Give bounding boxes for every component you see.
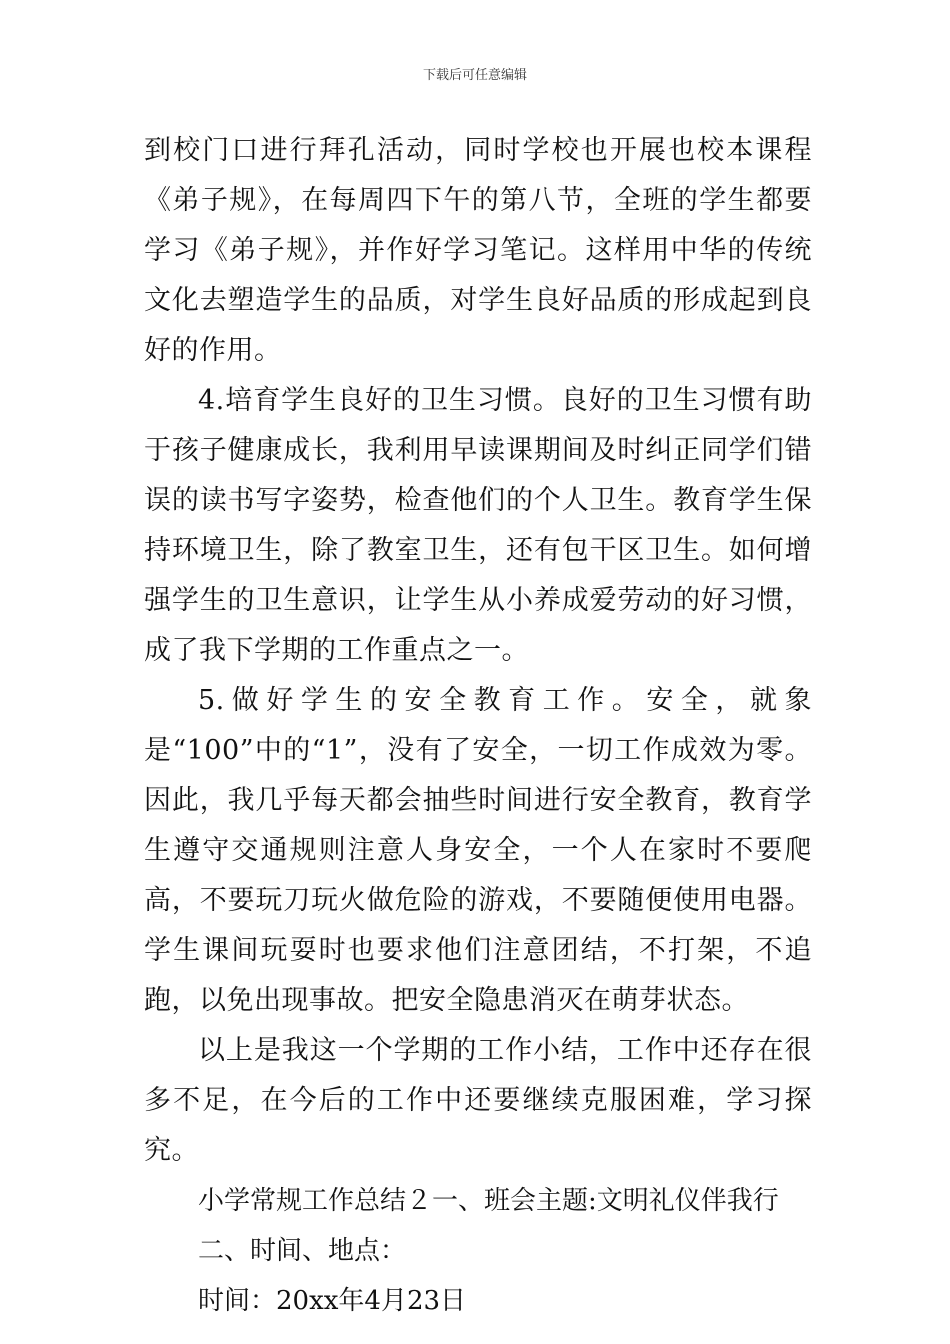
paragraph-continuation: 到校门口进行拜孔活动，同时学校也开展也校本课程《弟子规》，在每周四下午的第八节，全班的学生都要学习《弟子规》，并作好学习笔记。这样用中华的传统文化去塑造学生的品质，对学生良好品质的形成起到良好的作用。 xyxy=(144,135,812,366)
time-line: 时间：20xx年4月23日 xyxy=(198,1286,467,1316)
page-header: 下载后可任意编辑 xyxy=(422,68,527,83)
paragraph-safety: 5.做好学生的安全教育工作。安全，就象是“100”中的“1”，没有了安全，一切工作成效为零。因此，我几乎每天都会抽些时间进行安全教育，教育学生遵守交通规则注意人身安全，一个人在家时不要爬高，不要玩刀玩火做危险的游戏，不要随便使用电器。学生课间玩耍时也要求他们注意团结，不打架，不追跑，以免出现事故。把安全隐患消灭在萌芽状态。 xyxy=(144,685,812,1016)
document-body xyxy=(144,126,812,1326)
time-place-heading: 二、时间、地点： xyxy=(198,1236,407,1266)
section-title-line: 小学常规工作总结２一、班会主题:文明礼仪伴我行 xyxy=(198,1186,779,1216)
paragraph-hygiene: 4.培育学生良好的卫生习惯。良好的卫生习惯有助于孩子健康成长，我利用早读课期间及时纠正同学们错误的读书写字姿势，检查他们的个人卫生。教育学生保持环境卫生，除了教室卫生，还有包干区卫生。如何增强学生的卫生意识，让学生从小养成爱劳动的好习惯，成了我下学期的工作重点之一。 xyxy=(144,385,812,666)
paragraph-summary: 以上是我这一个学期的工作小结，工作中还存在很多不足，在今后的工作中还要继续克服困难，学习探究。 xyxy=(144,1035,812,1166)
